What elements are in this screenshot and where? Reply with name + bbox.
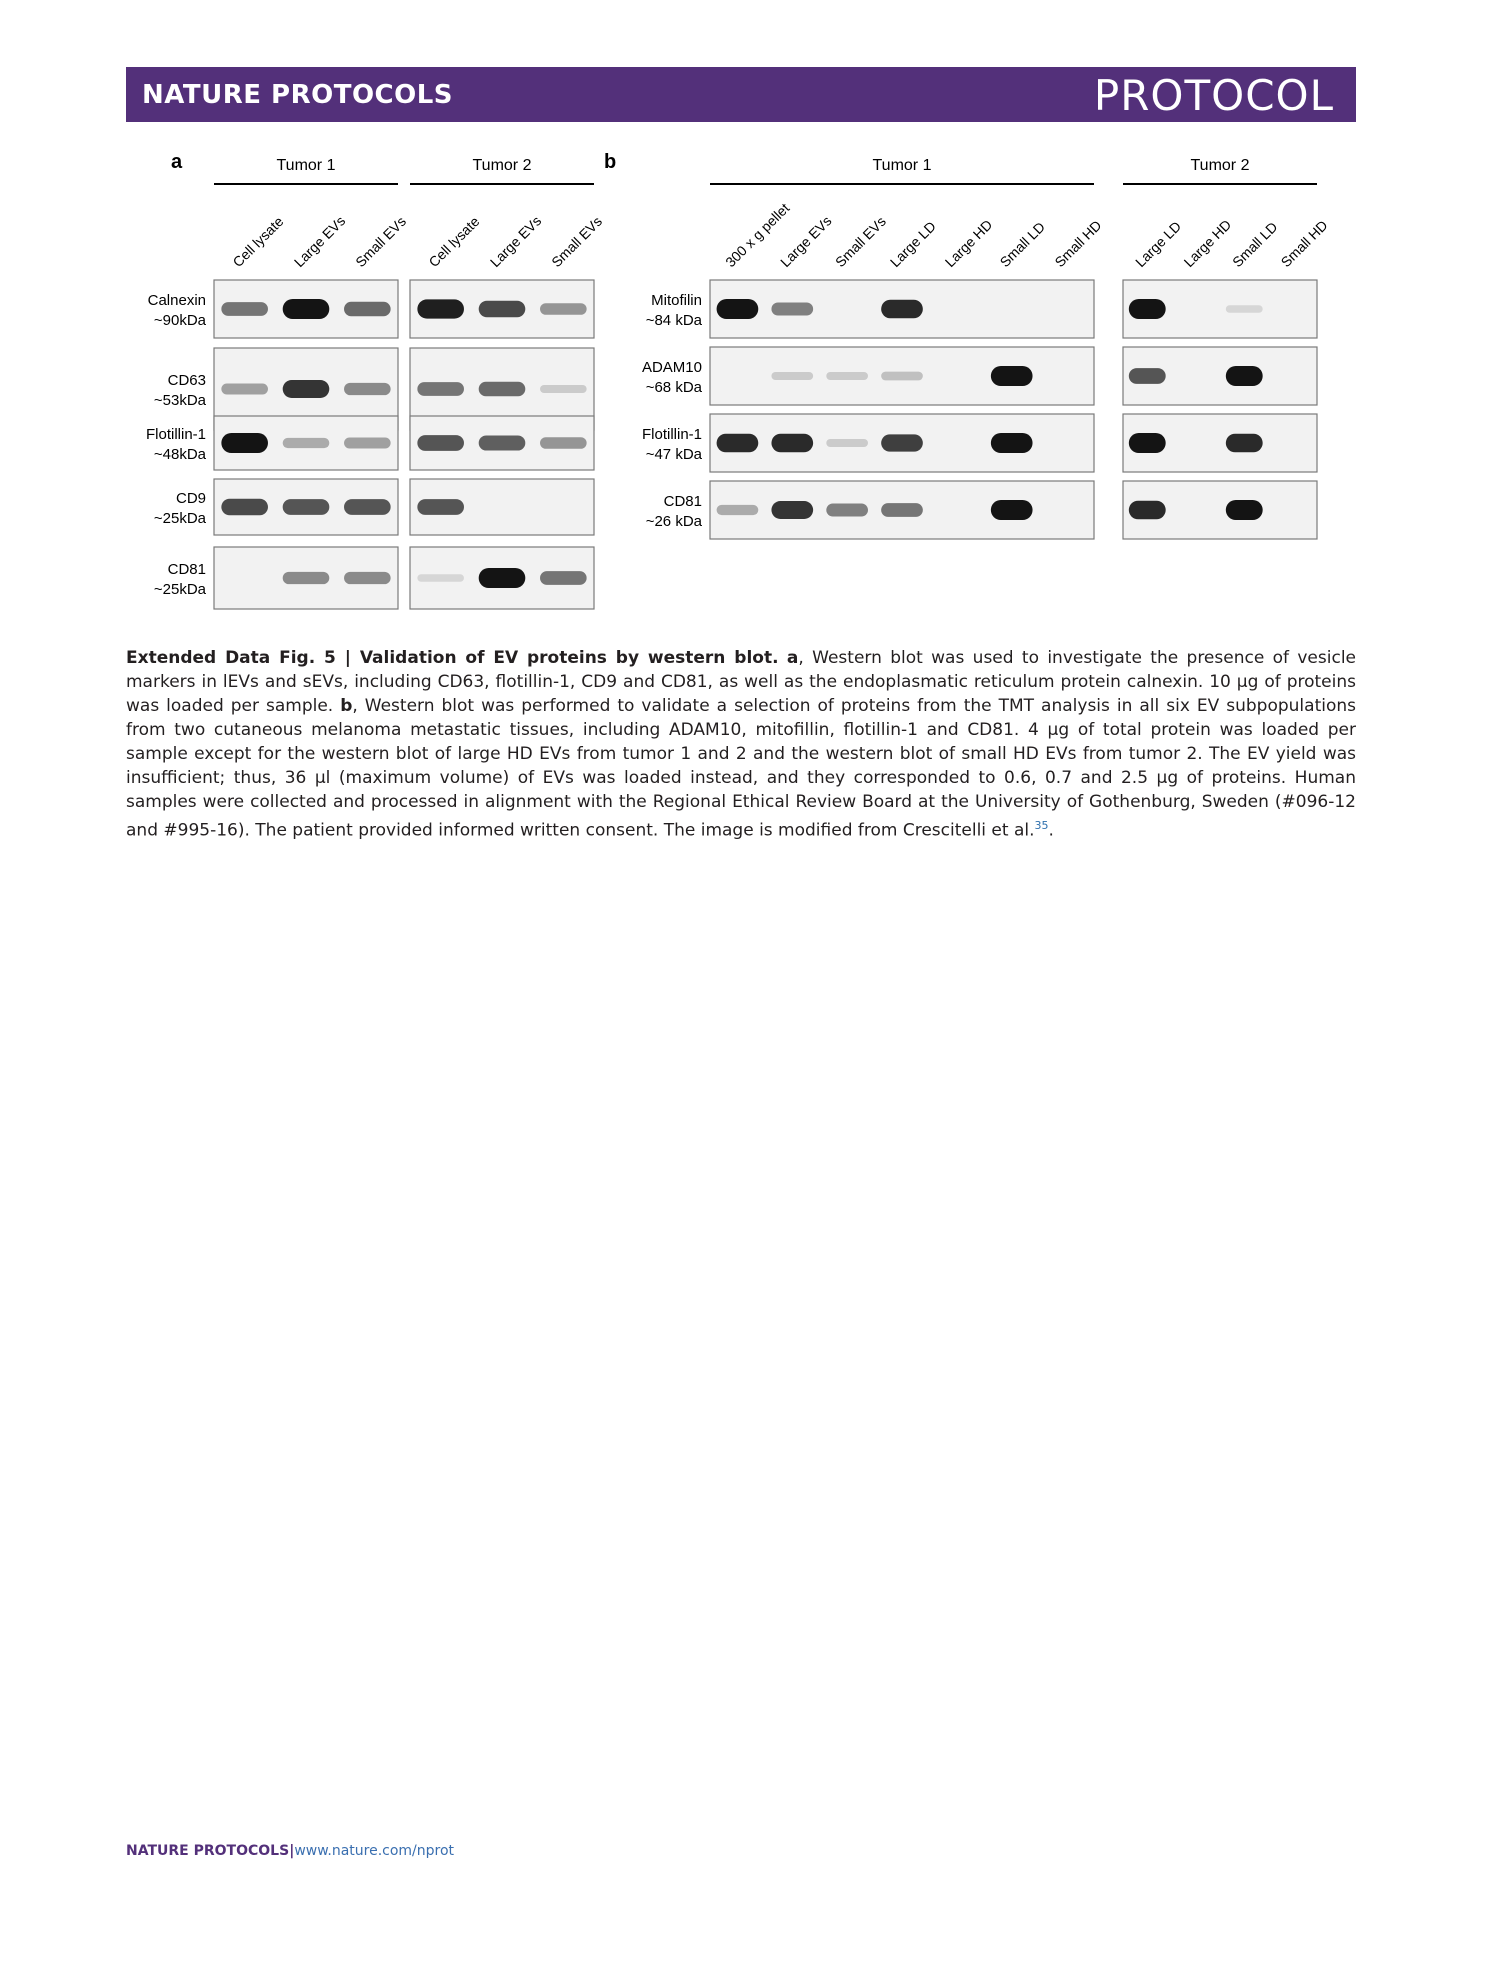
protein-band	[479, 568, 526, 588]
article-type: PROTOCOL	[1093, 71, 1334, 120]
marker-weight: ~48kDa	[153, 446, 206, 463]
protein-band	[479, 435, 526, 450]
protein-band	[991, 366, 1033, 386]
protein-band	[479, 382, 526, 396]
protein-band	[283, 438, 330, 448]
caption-end: .	[1048, 820, 1054, 841]
protein-band	[344, 572, 391, 584]
protein-band	[881, 503, 923, 517]
protein-band	[540, 385, 587, 393]
protein-band	[344, 499, 391, 515]
marker-weight: ~68 kDa	[645, 379, 702, 396]
protein-band	[417, 499, 464, 515]
caption-a-label: a	[786, 648, 799, 668]
protein-band	[991, 433, 1033, 453]
panel-label: a	[171, 151, 183, 173]
protein-band	[1129, 433, 1166, 453]
protein-band	[1226, 305, 1263, 312]
lane-label: Large EVs	[486, 212, 545, 271]
footer-separator: |	[289, 1843, 295, 1859]
marker-name: Calnexin	[147, 292, 206, 309]
journal-name: NATURE PROTOCOLS	[142, 80, 454, 110]
marker-weight: ~53kDa	[153, 392, 206, 409]
protein-band	[1129, 501, 1166, 520]
footer	[126, 1843, 454, 1859]
lane-label: Large EVs	[777, 212, 835, 271]
marker-weight: ~25kDa	[153, 581, 206, 598]
marker-name: Flotillin-1	[145, 426, 206, 443]
marker-name: ADAM10	[641, 359, 702, 376]
lane-label: Large LD	[1132, 218, 1185, 271]
reference-link[interactable]: 35	[1034, 819, 1049, 832]
protein-band	[283, 572, 330, 584]
lane-label: Cell lysate	[425, 213, 483, 271]
western-blot-svg	[126, 140, 1356, 640]
lane-label: Small EVs	[831, 213, 889, 271]
protein-band	[1129, 299, 1166, 319]
figure-caption	[126, 646, 1356, 843]
protein-band	[283, 299, 330, 319]
protein-band	[221, 384, 268, 395]
marker-name: Mitofilin	[651, 292, 702, 309]
lane-label: Small LD	[996, 218, 1048, 271]
lane-label: Large HD	[1180, 216, 1235, 271]
protein-band	[540, 303, 587, 315]
panel-label: b	[604, 151, 617, 173]
lane-label: Small EVs	[352, 213, 410, 271]
lane-label: Large LD	[886, 218, 939, 271]
caption-b-label: b	[340, 696, 353, 716]
caption-title: Extended Data Fig. 5 | Validation of EV proteins by western blot.	[126, 648, 779, 668]
protein-band	[479, 301, 526, 318]
marker-name: CD63	[167, 372, 206, 389]
header-bar	[126, 67, 1356, 122]
protein-band	[283, 380, 330, 398]
marker-name: Flotillin-1	[641, 426, 702, 443]
protein-band	[221, 302, 268, 316]
protein-band	[1226, 434, 1263, 453]
protein-band	[991, 500, 1033, 520]
protein-band	[826, 504, 868, 517]
marker-weight: ~26 kDa	[645, 513, 702, 530]
protein-band	[1226, 366, 1263, 386]
group-label: Tumor 2	[472, 157, 532, 174]
lane-label: Small LD	[1229, 218, 1281, 271]
protein-band	[344, 438, 391, 449]
lane-label: 300 x g pellet	[722, 199, 793, 271]
marker-weight: ~90kDa	[153, 312, 206, 329]
protein-band	[417, 435, 464, 451]
protein-band	[1226, 500, 1263, 520]
group-label: Tumor 1	[872, 157, 932, 174]
protein-band	[540, 571, 587, 585]
protein-band	[344, 383, 391, 395]
marker-name: CD81	[167, 561, 206, 578]
protein-band	[881, 300, 923, 319]
protein-band	[221, 433, 268, 453]
group-label: Tumor 1	[276, 157, 336, 174]
protein-band	[540, 437, 587, 449]
protein-band	[283, 499, 330, 515]
protein-band	[417, 574, 464, 581]
protein-band	[1129, 368, 1166, 384]
protein-band	[771, 372, 813, 380]
protein-band	[771, 303, 813, 316]
marker-name: CD9	[175, 490, 206, 507]
marker-weight: ~47 kDa	[645, 446, 702, 463]
caption-b-text: , Western blot was performed to validate a selection of proteins from the TMT analysis in all six EV subpopulations from two cutaneous melanoma metastatic tissues, including ADAM10, mitofillin, flotillin-1 and CD81. 4 μg of total protein was loaded per sample except for the western blot of large HD EVs from tumor 1 and 2 and the western blot of small HD EVs from tumor 2. The EV yield was insufficient; thus, 36 μl (maximum volume) of EVs was loaded instead, and they corresponded to 0.6, 0.7 and 2.5 μg of proteins. Human samples were collected and processed in alignment with the Regional Ethical Review Board at the University of Gothenburg, Sweden (#096-12 and #995-16). The patient provided informed written consent. The image is modified from Crescitelli et al.	[126, 696, 1356, 841]
protein-band	[771, 501, 813, 519]
protein-band	[771, 434, 813, 453]
protein-band	[717, 434, 759, 453]
footer-url-link[interactable]: www.nature.com/nprot	[294, 1843, 455, 1859]
marker-weight: ~25kDa	[153, 510, 206, 527]
group-label: Tumor 2	[1190, 157, 1250, 174]
lane-label: Small EVs	[548, 213, 606, 271]
lane-label: Small HD	[1277, 216, 1331, 271]
caption-a-text: , Western blot was used to investigate the presence of vesicle markers in lEVs and sEVs, including CD63, flotillin-1, CD9 and CD81, as well as the endoplasmatic reticulum protein calnexin. 10 μg of proteins was loaded per sample.	[126, 648, 1357, 716]
protein-band	[344, 302, 391, 316]
lane-label: Cell lysate	[229, 213, 287, 271]
lane-label: Small HD	[1051, 216, 1105, 271]
lane-label: Large HD	[941, 216, 996, 271]
protein-band	[717, 505, 759, 515]
protein-band	[417, 382, 464, 396]
protein-band	[826, 439, 868, 447]
footer-journal: NATURE PROTOCOLS	[126, 1843, 290, 1859]
marker-weight: ~84 kDa	[645, 312, 702, 329]
lane-label: Large EVs	[290, 212, 349, 271]
western-blot-figure	[126, 140, 1356, 640]
protein-band	[881, 434, 923, 451]
protein-band	[717, 299, 759, 319]
protein-band	[826, 372, 868, 380]
marker-name: CD81	[663, 493, 702, 510]
protein-band	[881, 372, 923, 381]
protein-band	[221, 499, 268, 516]
protein-band	[417, 299, 464, 318]
